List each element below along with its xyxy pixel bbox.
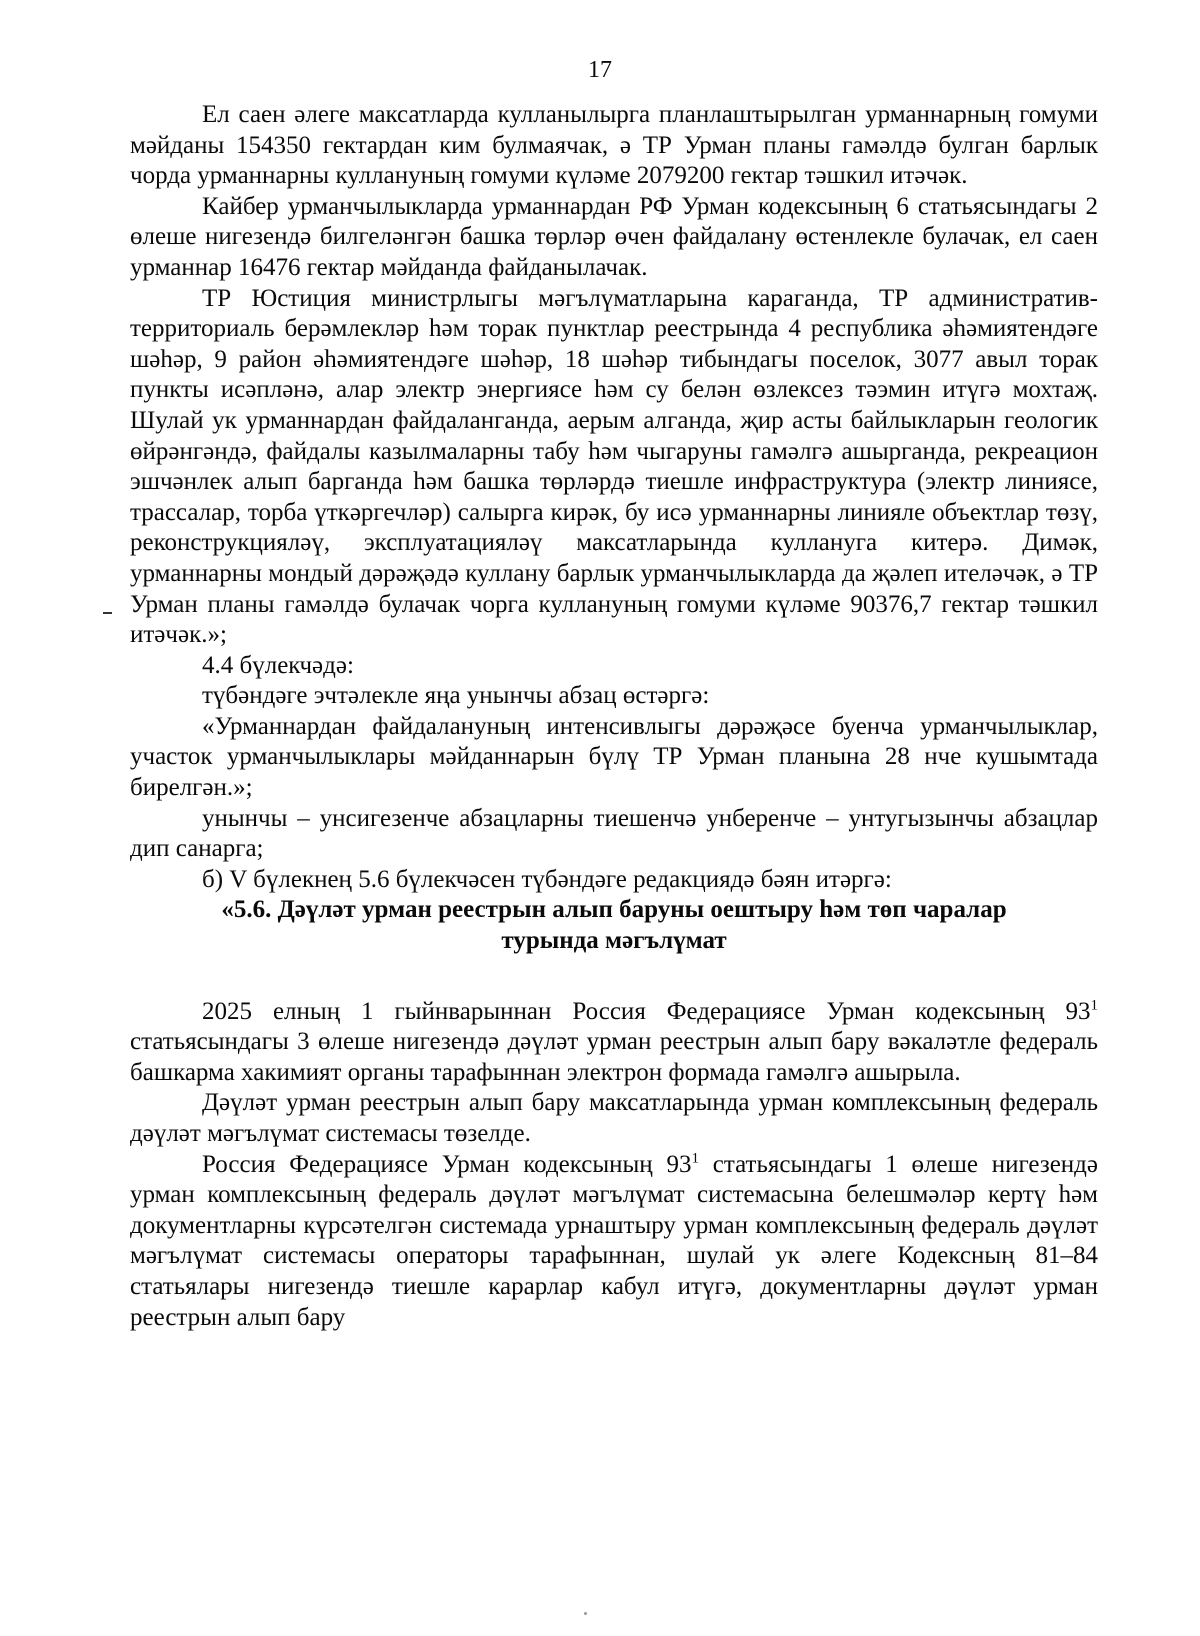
heading-spacer	[130, 957, 1098, 997]
page-number: 17	[588, 57, 612, 83]
text-run: Россия Федерациясе Урман кодексының 93	[202, 1150, 692, 1178]
paragraph-forest-use-volume: Ел саен әлеге максатларда кулланылырга планлаштырылган урманнарның гомуми мәйданы 154350 гектардан ким булмаячак, ә ТР Урман планы гамәлдә булган барлык чорда урманнарны куллануның гомуми күләме 2079200 гектар тәшкил итәчәк.	[130, 101, 1098, 190]
paragraph-other-uses: Кайбер урманчылыкларда урманнардан РФ Урман кодексының 6 статьясындагы 2 өлеше нигезендә билгеләнгән башка төрләр өчен файдалану өстенлекле булачак, ел саен урманнар 16476 гектар мәйданда файданылачак.	[130, 192, 1098, 281]
scan-speck	[584, 1612, 587, 1615]
section-heading-line-2: турында мәгълүмат	[501, 927, 727, 955]
text-run: статьясындагы 1 өлеше нигезендә урман комплексының федераль дәүләт мәгълүмат системасына белешмәләр кертү һәм документларны күрсәтелгән системада урнаштыру урман комплексының федераль дәүләт мәгълүмат системасы операторы тарафыннан, шулай ук әлеге Кодексның 81–84 статьялары нигезендә тиешле карарлар кабул итүгә, документларны дәүләт урман реестрын алып бару	[130, 1150, 1098, 1331]
section-heading-line-1: «5.6. Дәүләт урман реестрын алып баруны оештыру һәм төп чаралар	[221, 896, 1007, 924]
margin-mark	[103, 612, 112, 614]
paragraph-settlements-infrastructure: ТР Юстиция министрлыгы мәгълүматларына караганда, ТР административ-территориаль берәмлекләр һәм торак пунктлар реестрында 4 республика әһәмиятендәге шәһәр, 9 район әһәмиятендәге шәһәр, 18 шәһәр тибындагы поселок, 3077 авыл торак пункты исәпләнә, алар электр энергиясе һәм су белән өзлексез тәэмин итүгә мохтаҗ. Шулай ук урманнардан файдаланганда, аерым алганда, җир асты байлыкларын геологик өйрәнгәндә, файдалы казылмаларны табу һәм чыгаруны гамәлгә ашырганда, рекреацион эшчәнлек алып барганда һәм башка төрләрдә тиешле инфраструктура (электр линиясе, трассалар, торба үткәргечләр) салырга кирәк, бу исә урманнарны линияле объектлар төзү, реконструкцияләү, эксплуатацияләү максатларында куллануга китерә. Димәк, урманнарны мондый дәрәҗәдә куллану барлык урманчылыкларда да җәлеп ителәчәк, ә ТР Урман планы гамәлдә булачак чорга куллануның гомуми күләме 90376,7 гектар тәшкил итәчәк.»;	[130, 284, 1098, 649]
document-body	[130, 100, 1098, 1333]
paragraph-system-operator	[130, 1150, 1098, 1334]
paragraph-electronic-registry	[130, 997, 1098, 1089]
paragraph-renumber-abzacs: унынчы – унсигезенче абзацларны тиешенчә унберенче – унтугызынчы абзацлар дип санарга;	[130, 804, 1098, 863]
article-superscript: 1	[1090, 997, 1098, 1014]
text-run: 2025 елның 1 гыйнварыннан Россия Федерациясе Урман кодексының 93	[202, 997, 1091, 1025]
article-superscript: 1	[691, 1150, 699, 1167]
paragraph-subsection-4-4: 4.4 бүлекчәдә:	[202, 651, 354, 679]
paragraph-section-v-edit: б) V бүлекнең 5.6 бүлекчәсен түбәндәге редакциядә бәян итәргә:	[202, 865, 892, 893]
paragraph-information-system: Дәүләт урман реестрын алып бару максатларында урман комплексының федераль дәүләт мәгълүмат системасы төзелде.	[130, 1089, 1098, 1147]
paragraph-add-tenth-abzac: түбәндәге эчтәлекле яңа унынчы абзац өстәргә:	[202, 682, 710, 710]
paragraph-appendix-28: «Урманнардан файдалануның интенсивлыгы дәрәҗәсе буенча урманчылыклар, участок урманчылыклары мәйданнарын бүлү ТР Урман планына 28 нче кушымтада бирелгән.»;	[130, 712, 1098, 802]
text-run: статьясындагы 3 өлеше нигезендә дәүләт урман реестрын алып бару вәкаләтле федераль башкарма хакимият органы тарафыннан электрон формада гамәлгә ашырыла.	[130, 1028, 1098, 1086]
section-heading	[130, 895, 1098, 956]
